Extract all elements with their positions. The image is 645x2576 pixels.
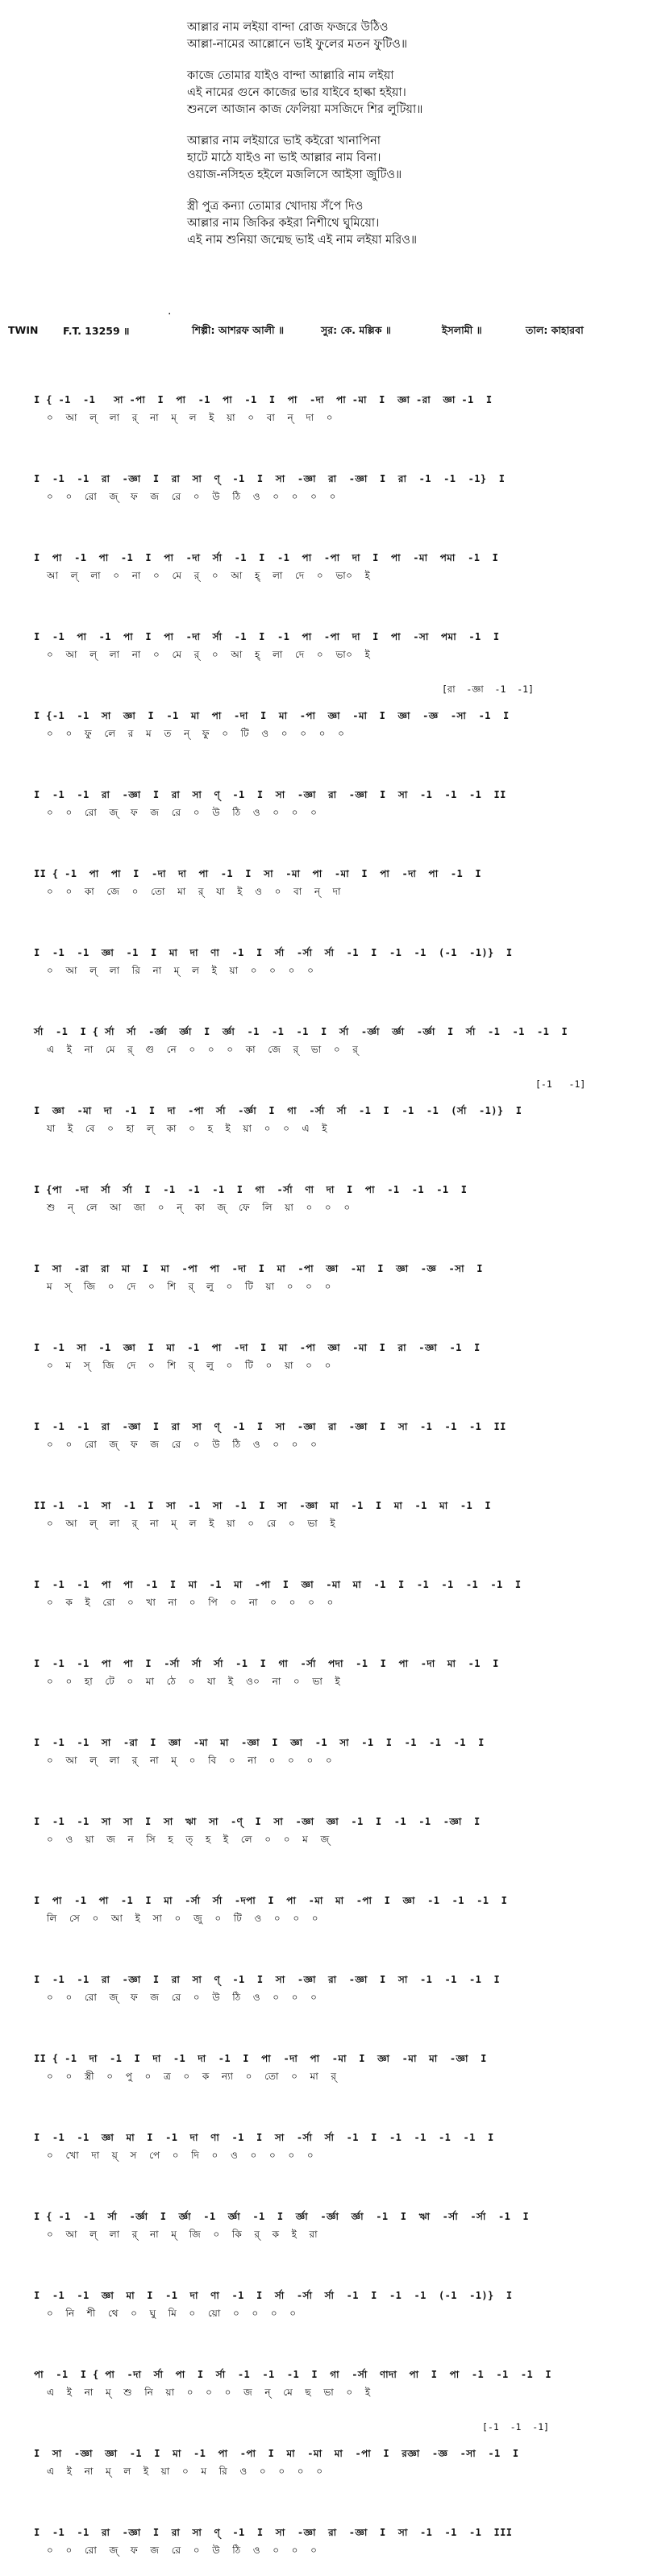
lyric-syllable-row: ০ ম স্ জি দে ০ শি র্ লু ০ টি ০ য়া ০ ০ bbox=[47, 1360, 331, 1371]
lyric-syllable-row: ম স্ জি ০ দে ০ শি র্ লু ০ টি য়া ০ ০ ০ bbox=[47, 1281, 331, 1292]
lyric-line: আল্লা-নামের আল্লোনে ভাই ফুলের মতন ফুটিও॥ bbox=[187, 38, 408, 51]
swara-row: I -1 -1 জ্ঞা মা I -1 দা ণা -1 I সা -র্সা র্সা -1 I -1 -1 -1 -1 I bbox=[34, 2132, 494, 2143]
swara-row: I -1 -1 পা পা -1 I মা -1 মা -পা I জ্ঞা -মা মা -1 I -1 -1 -1 -1 I bbox=[34, 1579, 522, 1590]
lyric-syllable-row: ০ খো দা য়্ স পে ০ দি ০ ও ০ ০ ০ ০ bbox=[47, 2150, 314, 2161]
notation-block bbox=[0, 2418, 645, 2497]
swara-row: I পা -1 পা -1 I মা -র্সা র্সা -দপা I পা -মা মা -পা I জ্ঞা -1 -1 -1 I bbox=[34, 1895, 508, 1906]
swara-row: I { -1 -1 সা -পা I পা -1 পা -1 I পা -দা পা -মা I জ্ঞা -রা জ্ঞা -1 I bbox=[34, 394, 493, 405]
lyric-syllable-row: ০ আ ল্ লা রি না ম্ ল ই য়া ০ ০ ০ ০ bbox=[47, 965, 314, 976]
notation-block bbox=[0, 838, 645, 917]
notation-block bbox=[0, 2260, 645, 2339]
lyric-line: হাটে মাঠে যাইও না ভাই আল্লার নাম বিনা। bbox=[187, 152, 381, 164]
swara-row: I পা -1 পা -1 I পা -দা র্সা -1 I -1 পা -পা দা I পা -মা পমা -1 I bbox=[34, 552, 499, 563]
notation-block bbox=[0, 1391, 645, 1470]
notation-block bbox=[0, 364, 645, 443]
notation-block bbox=[0, 1628, 645, 1707]
lyric-syllable-row: ০ নি শী থে ০ ঘু মি ০ য়ো ০ ০ ০ ০ bbox=[47, 2308, 297, 2319]
notation-annotation: [-1 -1 -1] bbox=[482, 2421, 550, 2433]
label-name: TWIN bbox=[8, 324, 39, 336]
lyric-syllable-row: ০ আ ল্ লা র্ না ম্ ০ বি ০ না ০ ০ ০ ০ bbox=[47, 1755, 333, 1766]
lyric-syllable-row: ০ ০ স্ত্রী ০ পু ০ ত্র ০ ক ন্যা ০ তো ০ মা র্ bbox=[47, 2071, 337, 2082]
swara-row: I {-1 -1 সা জ্ঞা I -1 মা পা -দা I মা -পা জ্ঞা -মা I জ্ঞা -জ্ঞ -সা -1 I bbox=[34, 710, 510, 721]
notation-block bbox=[0, 1233, 645, 1312]
lyric-line: আল্লার নাম লইয়া বান্দা রোজ ফজরে উঠিও bbox=[187, 21, 389, 34]
lyric-stanza bbox=[187, 198, 542, 249]
swara-row: পা -1 I { পা -দা র্সা পা I র্সা -1 -1 -1 I গা -র্সা ণাদা পা I পা -1 -1 -1 I bbox=[34, 2369, 552, 2380]
lyric-syllable-row: ০ ০ ফু লে র ম ত ন্ ফু ০ টি ও ০ ০ ০ ০ bbox=[47, 728, 345, 739]
notation-block bbox=[0, 2181, 645, 2260]
record-header bbox=[0, 324, 645, 343]
swara-row: I -1 -1 জ্ঞা মা I -1 দা ণা -1 I র্সা -র্সা র্সা -1 I -1 -1 (-1 -1)} I bbox=[34, 2290, 513, 2301]
lyric-syllable-row: ০ ০ রো জ্ ফ জ রে ০ উ ঠি ও ০ ০ ০ bbox=[47, 1992, 318, 2003]
lyric-syllable-row: ০ ও য়া জ ন সি হ ত্ হ ই লে ০ ০ ম জ্ bbox=[47, 1834, 330, 1845]
swara-row: I জ্ঞা -মা দা -1 I দা -পা র্সা -র্জ্ঞা I গা -র্সা র্সা -1 I -1 -1 (র্সা -1)} I bbox=[34, 1105, 522, 1116]
swara-row: I -1 পা -1 পা I পা -দা র্সা -1 I -1 পা -পা দা I পা -সা পমা -1 I bbox=[34, 631, 500, 642]
notation-block bbox=[0, 759, 645, 838]
lyrics-block bbox=[187, 19, 542, 264]
lyric-syllable-row: ০ আ ল্ লা র্ না ম্ ল ই য়া ০ বা ন্ দা ০ bbox=[47, 412, 334, 423]
swara-row: I -1 -1 জ্ঞা -1 I মা দা ণা -1 I র্সা -র্সা র্সা -1 I -1 -1 (-1 -1)} I bbox=[34, 947, 513, 958]
swara-row: II -1 -1 সা -1 I সা -1 সা -1 I সা -জ্ঞা মা -1 I মা -1 মা -1 I bbox=[34, 1500, 491, 1511]
lyric-syllable-row: এ ই না মে র্ গু নে ০ ০ ০ কা জে র্ ভা ০ র্ bbox=[47, 1044, 359, 1055]
lyric-line: আল্লার নাম জিকির কইরা নিশীথে ঘুমিয়ো। bbox=[187, 217, 380, 230]
notation-annotation: [রা -জ্ঞা -1 -1] bbox=[442, 683, 535, 695]
swara-row: র্সা -1 I { র্সা র্সা -র্জ্ঞা র্জ্ঞা I র্জ্ঞা -1 -1 -1 I র্সা -র্জ্ঞা র্জ্ঞা -র্জ্ঞা I র্সা -1 -1 -1 I bbox=[34, 1026, 568, 1037]
swara-row: II { -1 দা -1 I দা -1 দা -1 I পা -দা পা -মা I জ্ঞা -মা মা -জ্ঞা I bbox=[34, 2053, 487, 2064]
lyric-stanza bbox=[187, 19, 542, 53]
notation-block bbox=[0, 1154, 645, 1233]
lyric-syllable-row: ০ ০ রো জ্ ফ জ রে ০ উ ঠি ও ০ ০ ০ ০ bbox=[47, 491, 336, 502]
lyric-stanza bbox=[187, 133, 542, 184]
lyric-stanza bbox=[187, 68, 542, 118]
notation-block bbox=[0, 996, 645, 1075]
lyric-line: আল্লার নাম লইয়ারে ভাই কইরো খানাপিনা bbox=[187, 135, 381, 147]
notation-block bbox=[0, 2339, 645, 2418]
tala-label: তাল: কাহারবা bbox=[526, 324, 584, 336]
composer-credit: সুর: কে. মল্লিক ॥ bbox=[321, 324, 391, 336]
lyric-line: এই নাম শুনিয়া জন্মেছ ভাই এই নাম লইয়া মরিও॥ bbox=[187, 234, 418, 247]
swara-row: I -1 -1 রা -জ্ঞা I রা সা ণ্ -1 I সা -জ্ঞা রা -জ্ঞা I সা -1 -1 -1 II bbox=[34, 789, 506, 800]
swara-row: I -1 সা -1 জ্ঞা I মা -1 পা -দা I মা -পা জ্ঞা -মা I রা -জ্ঞা -1 I bbox=[34, 1342, 481, 1353]
notation-section bbox=[0, 364, 645, 2576]
swara-row: I সা -জ্ঞা জ্ঞা -1 I মা -1 পা -পা I মা -মা মা -পা I রজ্ঞা -জ্ঞ -সা -1 I bbox=[34, 2448, 519, 2459]
swara-row: II { -1 পা পা I -দা দা পা -1 I সা -মা পা -মা I পা -দা পা -1 I bbox=[34, 868, 481, 879]
lyric-syllable-row: ০ আ ল্ লা না ০ মে র্ ০ আ হ্ লা দে ০ ভা০ ই bbox=[47, 649, 371, 660]
notation-block bbox=[0, 1549, 645, 1628]
swara-row: I -1 -1 রা -জ্ঞা I রা সা ণ্ -1 I সা -জ্ঞা রা -জ্ঞা I সা -1 -1 -1 I bbox=[34, 1974, 501, 1985]
lyric-syllable-row: ০ ০ হা টে ০ মা ঠে ০ যা ই ও০ না ০ ভা ই bbox=[47, 1676, 341, 1687]
notation-block bbox=[0, 522, 645, 601]
notation-block bbox=[0, 917, 645, 996]
swara-row: I { -1 -1 র্সা -র্জ্ঞা I র্জ্ঞা -1 র্জ্ঞা -1 I র্জ্ঞা -র্জ্ঞা র্জ্ঞা -1 I ঋা -র্সা -র্সা -1 I bbox=[34, 2211, 530, 2222]
lyric-line: শুনলে আজান কাজ ফেলিয়া মসজিদে শির লুটিয়া॥ bbox=[187, 103, 423, 116]
notation-block bbox=[0, 1786, 645, 1865]
notation-block bbox=[0, 1944, 645, 2023]
lyric-syllable-row: শু ন্ লে আ জা ০ ন্ কা জ্ ফে লি য়া ০ ০ ০ bbox=[47, 1202, 351, 1213]
lyric-syllable-row: ০ ০ কা জে ০ তো মা র্ যা ই ও ০ বা ন্ দা bbox=[47, 886, 341, 897]
notation-block bbox=[0, 2102, 645, 2181]
genre-label: ইসলামী ॥ bbox=[442, 324, 482, 336]
lyric-syllable-row: লি সে ০ আ ই সা ০ জু ০ টি ও ০ ০ ০ bbox=[47, 1913, 319, 1924]
swara-row: I -1 -1 সা সা I সা ঋা সা -ণ্ I সা -জ্ঞা জ্ঞা -1 I -1 -1 -জ্ঞা I bbox=[34, 1816, 481, 1827]
lyric-syllable-row: ০ ক ই রো ০ খা না ০ পি ০ না ০ ০ ০ ০ bbox=[47, 1597, 334, 1608]
lyric-syllable-row: আ ল্ লা ০ না ০ মে র্ ০ আ হ্ লা দে ০ ভা০ ই bbox=[47, 570, 371, 581]
lyric-syllable-row: এ ই না ম্ শু নি য়া ০ ০ ০ জ ন্ মে ছ ভা ০ ই bbox=[47, 2387, 371, 2398]
lyric-syllable-row: এ ই না ম্ ল ই য়া ০ ম রি ও ০ ০ ০ ০ bbox=[47, 2466, 323, 2477]
notation-block bbox=[0, 2497, 645, 2576]
swara-row: I -1 -1 রা -জ্ঞা I রা সা ণ্ -1 I সা -জ্ঞা রা -জ্ঞা I সা -1 -1 -1 II bbox=[34, 1421, 506, 1432]
lyric-syllable-row: ০ আ ল্ লা র্ না ম্ ল ই য়া ০ রে ০ ভা ই bbox=[47, 1518, 336, 1529]
lyric-line: এই নামের গুনে কাজের ভার যাইবে হাল্কা হইয়া। bbox=[187, 86, 406, 99]
notation-block bbox=[0, 1707, 645, 1786]
swara-row: I -1 -1 রা -জ্ঞা I রা সা ণ্ -1 I সা -জ্ঞা রা -জ্ঞা I রা -1 -1 -1} I bbox=[34, 473, 506, 484]
lyric-syllable-row: ০ আ ল্ লা র্ না ম্ জি ০ কি র্ ক ই রা bbox=[47, 2229, 318, 2240]
notation-block bbox=[0, 1470, 645, 1549]
record-number: F.T. 13259 ॥ bbox=[63, 325, 130, 337]
notation-block bbox=[0, 1865, 645, 1944]
lyric-line: কাজে তোমার যাইও বান্দা আল্লারি নাম লইয়া bbox=[187, 69, 394, 82]
ink-dot: · bbox=[168, 308, 172, 321]
lyric-syllable-row: যা ই বে ০ হা ল্ কা ০ হ ই য়া ০ ০ এ ই bbox=[47, 1123, 327, 1134]
swara-row: I সা -রা রা মা I মা -পা পা -দা I মা -পা জ্ঞা -মা I জ্ঞা -জ্ঞ -সা I bbox=[34, 1263, 483, 1274]
swara-row: I -1 -1 সা -রা I জ্ঞা -মা মা -জ্ঞা I জ্ঞা -1 সা -1 I -1 -1 -1 I bbox=[34, 1737, 485, 1748]
notation-block bbox=[0, 1075, 645, 1154]
lyric-syllable-row: ০ ০ রো জ্ ফ জ রে ০ উ ঠি ও ০ ০ ০ bbox=[47, 1439, 318, 1450]
notation-annotation: [-1 -1] bbox=[535, 1078, 586, 1090]
notation-block bbox=[0, 1312, 645, 1391]
notation-block bbox=[0, 443, 645, 522]
lyric-syllable-row: ০ ০ রো জ্ ফ জ রে ০ উ ঠি ও ০ ০ ০ bbox=[47, 2545, 318, 2556]
swara-row: I {পা -দা র্সা র্সা I -1 -1 -1 I গা -র্সা ণা দা I পা -1 -1 -1 I bbox=[34, 1184, 468, 1195]
swara-row: I -1 -1 পা পা I -র্সা র্সা র্সা -1 I গা -র্সা পদা -1 I পা -দা মা -1 I bbox=[34, 1658, 499, 1669]
notation-block bbox=[0, 601, 645, 680]
swara-row: I -1 -1 রা -জ্ঞা I রা সা ণ্ -1 I সা -জ্ঞা রা -জ্ঞা I সা -1 -1 -1 III bbox=[34, 2527, 513, 2538]
artist-credit: শিল্পী: আশরফ আলী ॥ bbox=[192, 324, 285, 336]
lyric-line: স্ত্রী পুত্র কন্যা তোমার খোদায় সঁপে দিও bbox=[187, 200, 364, 213]
lyric-syllable-row: ০ ০ রো জ্ ফ জ রে ০ উ ঠি ও ০ ০ ০ bbox=[47, 807, 318, 818]
notation-block bbox=[0, 680, 645, 759]
lyric-line: ওয়াজ-নসিহত হইলে মজলিসে আইসা জুটিও॥ bbox=[187, 168, 402, 181]
notation-block bbox=[0, 2023, 645, 2102]
